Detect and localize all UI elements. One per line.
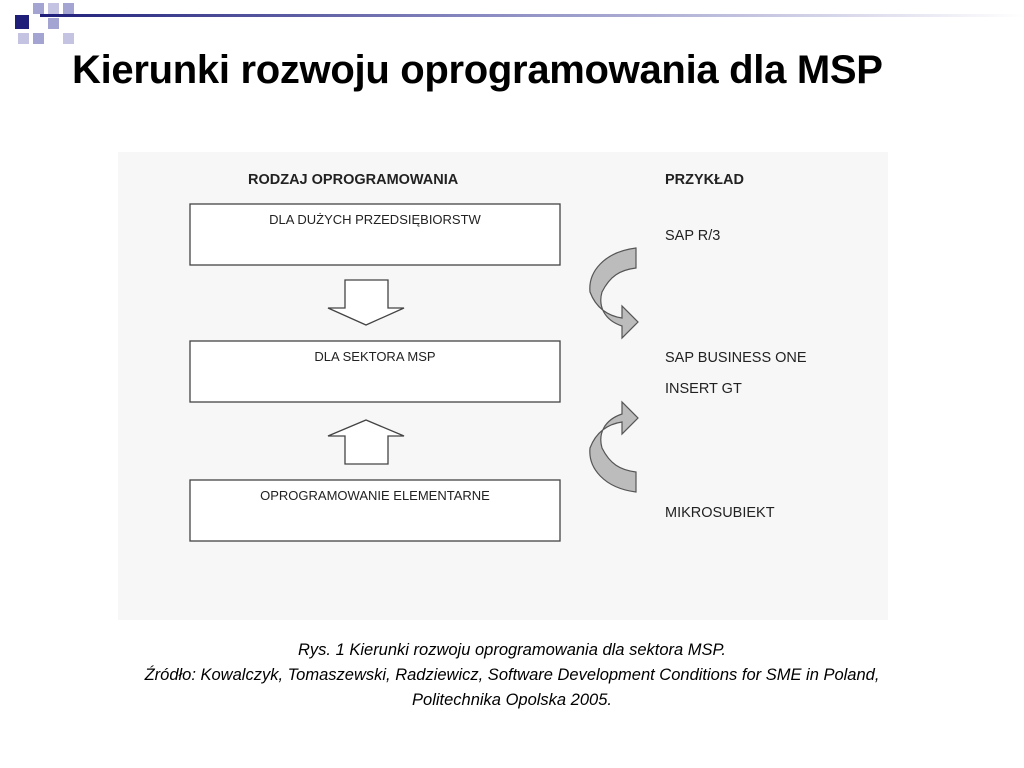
caption-line-3: Politechnika Opolska 2005. (412, 691, 612, 709)
example-insert-gt: INSERT GT (665, 381, 742, 397)
box-elementary-software-label: OPROGRAMOWANIE ELEMENTARNE (260, 488, 490, 503)
curved-arrow-up-icon (590, 402, 638, 492)
box-large-enterprises-label: DLA DUŻYCH PRZEDSIĘBIORSTW (269, 212, 481, 227)
example-sap-business-one: SAP BUSINESS ONE (665, 350, 807, 366)
example-mikrosubiekt: MIKROSUBIEKT (665, 505, 775, 521)
slide-title: Kierunki rozwoju oprogramowania dla MSP (72, 48, 883, 92)
box-sme-sector (190, 341, 560, 402)
left-column-header: RODZAJ OPROGRAMOWANIA (248, 172, 459, 188)
box-large-enterprises (190, 204, 560, 265)
caption-line-2: Źródło: Kowalczyk, Tomaszewski, Radziewicz, Software Development Conditions for SME in Poland, (144, 666, 880, 684)
arrow-up-icon (328, 420, 404, 464)
right-column-header: PRZYKŁAD (665, 172, 744, 188)
curved-arrow-down-icon (590, 248, 638, 338)
box-elementary-software (190, 480, 560, 541)
arrow-down-icon (328, 280, 404, 325)
figure-caption (40, 638, 984, 713)
example-sap-r3: SAP R/3 (665, 228, 721, 244)
box-sme-sector-label: DLA SEKTORA MSP (314, 349, 436, 364)
caption-line-1: Rys. 1 Kierunki rozwoju oprogramowania dla sektora MSP. (298, 641, 726, 659)
